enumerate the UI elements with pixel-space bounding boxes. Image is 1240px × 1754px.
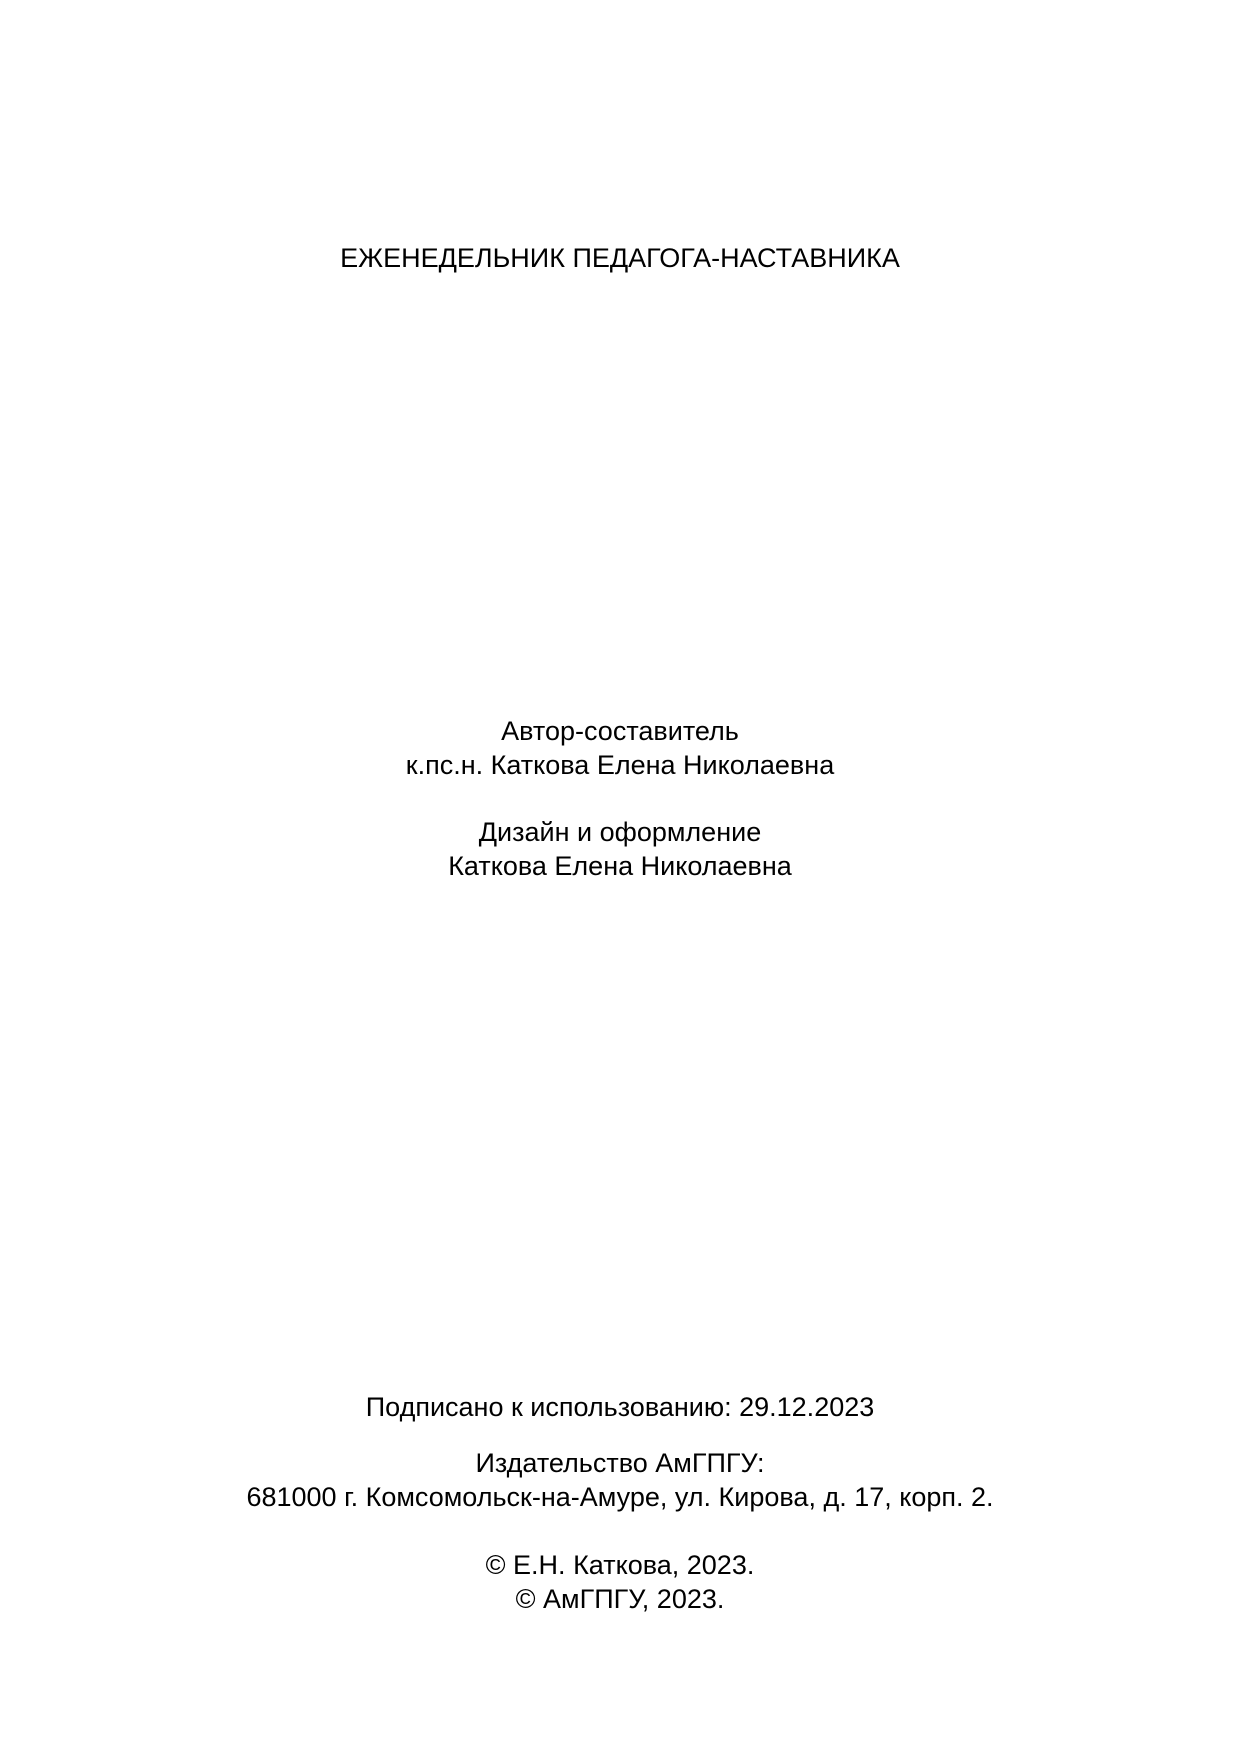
signed-date: Подписано к использованию: 29.12.2023 <box>365 1392 875 1422</box>
document-title: ЕЖЕНЕДЕЛЬНИК ПЕДАГОГА-НАСТАВНИКА <box>340 243 900 273</box>
author-name: к.пс.н. Каткова Елена Николаевна <box>405 750 835 780</box>
publisher-address: 681000 г. Комсомольск-на-Амуре, ул. Кирова, д. 17, корп. 2. <box>246 1482 994 1512</box>
author-role: Автор-составитель <box>501 716 739 746</box>
copyright-publisher: © АмГПГУ, 2023. <box>515 1584 725 1614</box>
design-name: Каткова Елена Николаевна <box>448 851 792 881</box>
copyright-author: © Е.Н. Каткова, 2023. <box>485 1550 755 1580</box>
publisher-name: Издательство АмГПГУ: <box>475 1448 765 1478</box>
design-role: Дизайн и оформление <box>478 817 762 847</box>
